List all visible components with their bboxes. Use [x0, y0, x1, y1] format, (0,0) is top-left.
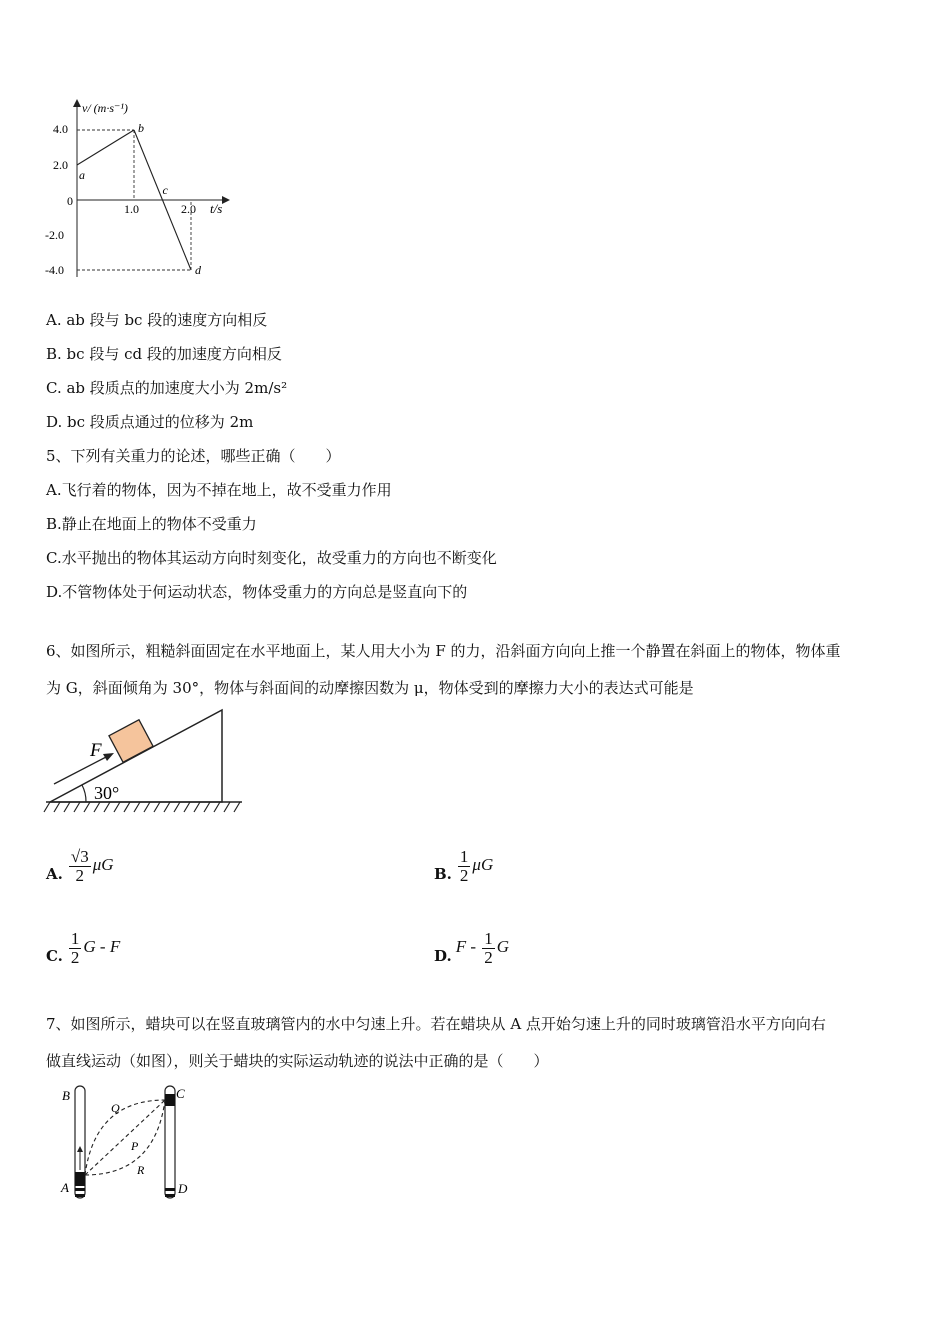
- point-label-a: a: [79, 168, 85, 182]
- fraction-denominator: 2: [459, 866, 469, 885]
- y-tick-label: -2.0: [45, 228, 64, 242]
- q5-stem: 5、下列有关重力的论述，哪些正确（ ）: [46, 447, 341, 465]
- q6-option-d[interactable]: [434, 930, 509, 967]
- q4-option-a[interactable]: A. ab 段与 bc 段的速度方向相反: [46, 311, 268, 329]
- expression-tail: G: [496, 937, 510, 956]
- label-b: B: [62, 1088, 70, 1103]
- fraction: [69, 848, 91, 885]
- wax-block-end: [165, 1094, 175, 1106]
- y-tick-label: 4.0: [53, 122, 68, 136]
- option-label: C.: [46, 947, 63, 965]
- fraction: [482, 930, 495, 967]
- q4-option-c[interactable]: C. ab 段质点的加速度大小为 2m/s²: [46, 379, 288, 397]
- wax-block-start: [75, 1172, 85, 1186]
- q5-option-b[interactable]: B.静止在地面上的物体不受重力: [46, 515, 257, 533]
- q6-option-b[interactable]: [434, 848, 493, 885]
- y-tick-label: 0: [67, 194, 73, 208]
- point-label-b: b: [138, 121, 144, 135]
- label-c: C: [176, 1086, 185, 1101]
- glass-tube-figure: [55, 1080, 205, 1205]
- point-label-d: d: [195, 263, 201, 277]
- ground-hatch: [44, 802, 240, 812]
- q5-option-a[interactable]: A.飞行着的物体，因为不掉在地上，故不受重力作用: [46, 481, 392, 499]
- fraction-numerator: 1: [484, 929, 493, 948]
- force-arrowhead: [103, 753, 114, 761]
- option-label: D.: [434, 947, 452, 965]
- q5-option-c[interactable]: C.水平抛出的物体其运动方向时刻变化，故受重力的方向也不断变化: [46, 549, 497, 567]
- series-segment-ab: [77, 130, 134, 165]
- q6-stem-line1: 6、如图所示，粗糙斜面固定在水平地面上，某人用大小为 F 的力，沿斜面方向向上推一个静置在斜面上的物体，物体重: [46, 642, 841, 660]
- label-r: R: [137, 1163, 145, 1177]
- fraction-numerator: 1: [459, 847, 469, 866]
- q7-stem-line2: 做直线运动（如图），则关于蜡块的实际运动轨迹的说法中正确的是（ ）: [46, 1052, 549, 1070]
- force-label: F: [90, 740, 102, 761]
- fraction-denominator: 2: [70, 948, 80, 967]
- angle-arc: [82, 785, 86, 802]
- y-axis-label: v/ (m·s⁻¹): [82, 101, 128, 115]
- x-tick-label: 1.0: [124, 202, 139, 216]
- label-p: P: [131, 1139, 139, 1153]
- expression-tail: μG: [472, 855, 494, 874]
- q6-option-c[interactable]: [46, 930, 120, 967]
- y-tick-label: 2.0: [53, 158, 68, 172]
- q6-stem-line2: 为 G，斜面倾角为 30°，物体与斜面间的动摩擦因数为 μ，物体受到的摩擦力大小的表达式可能是: [46, 679, 694, 697]
- x-tick-label: 2.0: [181, 202, 196, 216]
- label-d: D: [178, 1181, 188, 1196]
- fraction: [69, 930, 82, 967]
- option-label: A.: [46, 865, 63, 883]
- option-label: B.: [434, 865, 452, 883]
- expression-tail: G - F: [83, 937, 121, 956]
- q6-option-a[interactable]: [46, 848, 114, 885]
- series-segment-bc: [134, 130, 163, 200]
- fraction-numerator: 1: [70, 929, 80, 948]
- block: [109, 720, 153, 762]
- label-a: A: [61, 1180, 69, 1195]
- x-axis-label: t/s: [210, 201, 223, 216]
- y-tick-label: -4.0: [45, 263, 64, 277]
- expression-tail: μG: [92, 855, 114, 874]
- fraction-numerator: √3: [70, 847, 89, 866]
- q4-option-b[interactable]: B. bc 段与 cd 段的加速度方向相反: [46, 345, 282, 363]
- tube-base-marks: [75, 1188, 175, 1197]
- fraction-denominator: 2: [75, 866, 85, 885]
- q4-option-d[interactable]: D. bc 段质点通过的位移为 2m: [46, 413, 254, 431]
- fraction: [458, 848, 471, 885]
- chart-plot: [77, 121, 202, 277]
- fraction-denominator: 2: [484, 948, 493, 967]
- velocity-time-chart: [40, 95, 240, 285]
- point-label-c: c: [162, 183, 168, 197]
- angle-label: 30°: [94, 783, 120, 803]
- incline-figure: [42, 706, 247, 818]
- q7-stem-line1: 7、如图所示，蜡块可以在竖直玻璃管内的水中匀速上升。若在蜡块从 A 点开始匀速上升的同时玻璃管沿水平方向向右: [46, 1015, 826, 1033]
- q5-option-d[interactable]: D.不管物体处于何运动状态，物体受重力的方向总是竖直向下的: [46, 583, 468, 601]
- label-q: Q: [111, 1101, 120, 1115]
- expression-lead: F -: [455, 937, 481, 956]
- path-p: [85, 1100, 165, 1175]
